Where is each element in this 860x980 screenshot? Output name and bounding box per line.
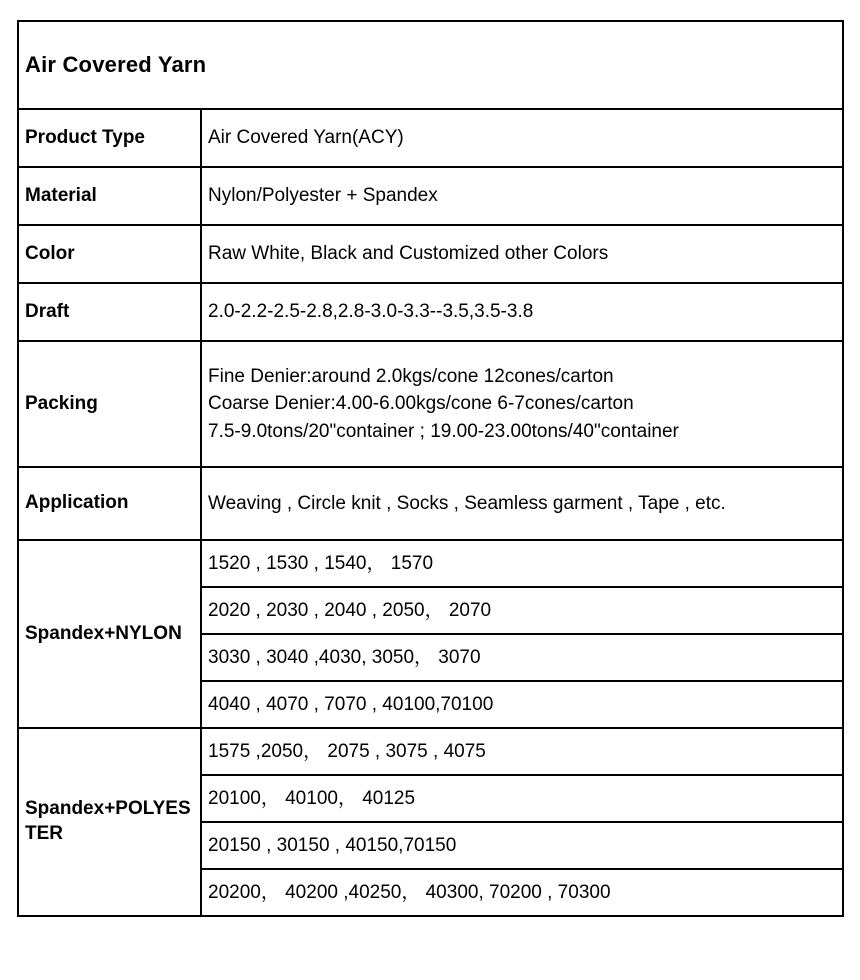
table-row-application xyxy=(18,467,843,540)
row-value-color: Raw White, Black and Customized other Colors xyxy=(201,225,843,283)
row-label-packing: Packing xyxy=(18,341,201,467)
row-label-material: Material xyxy=(18,167,201,225)
group-item-spandex-polyester-4: 20200， 40200 ,40250， 40300, 70200 , 70300 xyxy=(201,869,843,916)
table-row-product-type xyxy=(18,109,843,167)
table-row-color xyxy=(18,225,843,283)
table-row-material xyxy=(18,167,843,225)
group-item-spandex-nylon-3: 3030 , 3040 ,4030, 3050， 3070 xyxy=(201,634,843,681)
group-item-spandex-nylon-4: 4040 , 4070 , 7070 , 40100,70100 xyxy=(201,681,843,728)
packing-line-container: 7.5-9.0tons/20"container ; 19.00-23.00tons/40"container xyxy=(208,420,679,442)
row-label-application: Application xyxy=(18,467,201,540)
table-row-spandex-nylon-1 xyxy=(18,540,843,587)
row-value-product-type: Air Covered Yarn(ACY) xyxy=(201,109,843,167)
table-row-draft xyxy=(18,283,843,341)
product-specification-table xyxy=(17,20,844,917)
row-label-color: Color xyxy=(18,225,201,283)
table-row-spandex-polyester-1 xyxy=(18,728,843,775)
group-label-spandex-nylon: Spandex+NYLON xyxy=(18,540,201,728)
row-label-draft: Draft xyxy=(18,283,201,341)
group-label-spandex-polyester: Spandex+POLYESTER xyxy=(18,728,201,916)
row-label-product-type: Product Type xyxy=(18,109,201,167)
group-item-spandex-polyester-2: 20100， 40100， 40125 xyxy=(201,775,843,822)
product-title: Air Covered Yarn xyxy=(18,21,843,109)
row-value-packing xyxy=(201,341,843,467)
row-value-draft: 2.0-2.2-2.5-2.8,2.8-3.0-3.3--3.5,3.5-3.8 xyxy=(201,283,843,341)
packing-line-fine-denier: Fine Denier:around 2.0kgs/cone 12cones/carton xyxy=(208,365,614,387)
group-item-spandex-polyester-3: 20150 , 30150 , 40150,70150 xyxy=(201,822,843,869)
table-title-row xyxy=(18,21,843,109)
table-row-packing xyxy=(18,341,843,467)
group-item-spandex-polyester-1: 1575 ,2050， 2075 , 3075 , 4075 xyxy=(201,728,843,775)
packing-line-coarse-denier: Coarse Denier:4.00-6.00kgs/cone 6-7cones/carton xyxy=(208,393,634,415)
row-value-material: Nylon/Polyester + Spandex xyxy=(201,167,843,225)
row-value-application: Weaving , Circle knit , Socks , Seamless garment , Tape , etc. xyxy=(201,467,843,540)
group-item-spandex-nylon-2: 2020 , 2030 , 2040 , 2050， 2070 xyxy=(201,587,843,634)
group-item-spandex-nylon-1: 1520 , 1530 , 1540， 1570 xyxy=(201,540,843,587)
